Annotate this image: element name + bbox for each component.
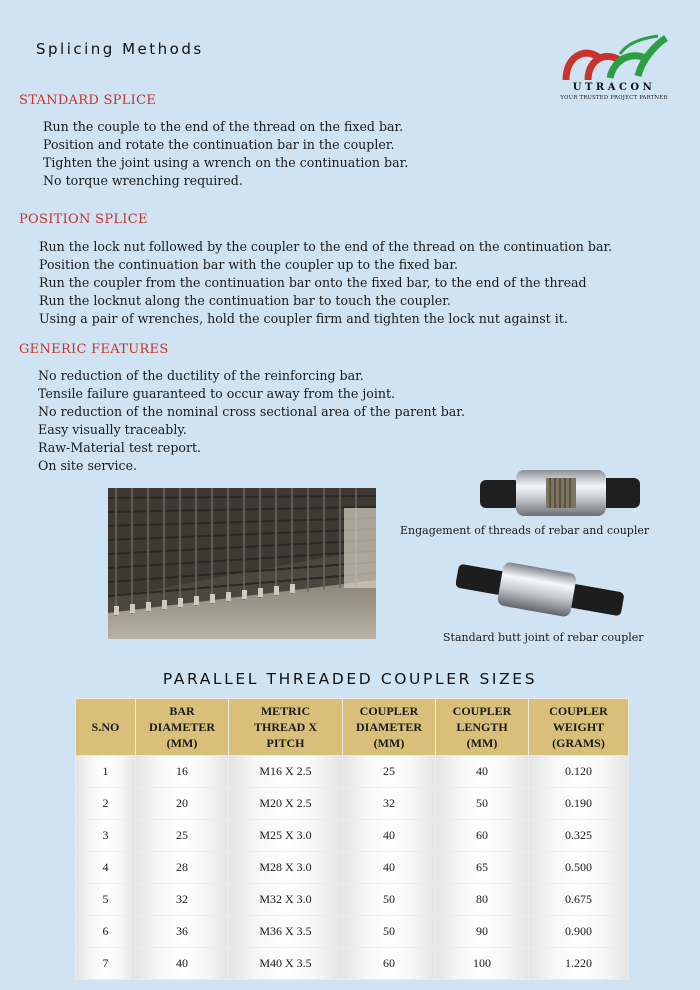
- header-line: COUPLER: [452, 704, 512, 718]
- generic-features-list: [38, 367, 465, 475]
- cell-coupler-length: 90: [436, 916, 529, 948]
- cell-coupler-diameter: 60: [343, 948, 436, 980]
- header-line: (GRAMS): [552, 736, 605, 750]
- position-splice-step: Position the continuation bar with the coupler up to the fixed bar.: [39, 257, 458, 272]
- standard-splice-step: Position and rotate the continuation bar in the coupler.: [43, 137, 395, 152]
- cell-thread-pitch: M32 X 3.0: [229, 884, 343, 916]
- cell-thread-pitch: M28 X 3.0: [229, 852, 343, 884]
- cell-sno: 6: [76, 916, 136, 948]
- cell-coupler-diameter: 40: [343, 852, 436, 884]
- header-coupler-length: [436, 699, 529, 756]
- rebar-site-photo: [108, 488, 376, 639]
- header-line: COUPLER: [549, 704, 608, 718]
- cell-thread-pitch: M36 X 3.5: [229, 916, 343, 948]
- header-line: DIAMETER: [148, 720, 215, 734]
- header-line: BAR: [169, 704, 195, 718]
- position-splice-steps: [39, 238, 612, 328]
- cell-thread-pitch: M40 X 3.5: [229, 948, 343, 980]
- cell-bar-diameter: 36: [136, 916, 229, 948]
- table-row: [76, 788, 629, 820]
- cell-coupler-diameter: 50: [343, 916, 436, 948]
- cell-coupler-weight: 0.900: [529, 916, 629, 948]
- feature-item: Raw-Material test report.: [38, 440, 202, 455]
- standard-splice-step: No torque wrenching required.: [43, 173, 243, 188]
- header-line: (MM): [373, 736, 405, 750]
- coupler-threads-photo: [480, 462, 640, 522]
- utracon-logo: [558, 32, 670, 106]
- table-row: [76, 948, 629, 980]
- standard-splice-step: Tighten the joint using a wrench on the continuation bar.: [43, 155, 409, 170]
- cell-coupler-weight: 0.675: [529, 884, 629, 916]
- feature-item: On site service.: [38, 458, 138, 473]
- cell-bar-diameter: 28: [136, 852, 229, 884]
- header-metric-thread: [229, 699, 343, 756]
- standard-splice-steps: [43, 118, 408, 190]
- header-coupler-weight: [529, 699, 629, 756]
- position-splice-step: Run the coupler from the continuation bar onto the fixed bar, to the end of the thread: [39, 275, 587, 290]
- header-coupler-diameter: [343, 699, 436, 756]
- coupler-sizes-table: [75, 698, 629, 980]
- header-line: COUPLER: [359, 704, 419, 718]
- cell-coupler-length: 80: [436, 884, 529, 916]
- cell-thread-pitch: M25 X 3.0: [229, 820, 343, 852]
- table-row: [76, 820, 629, 852]
- engagement-caption: Engagement of threads of rebar and coupler: [400, 524, 650, 537]
- table-row: [76, 756, 629, 788]
- feature-item: No reduction of the ductility of the reinforcing bar.: [38, 368, 364, 383]
- header-line: (MM): [466, 736, 498, 750]
- cell-coupler-weight: 0.325: [529, 820, 629, 852]
- header-line: WEIGHT: [552, 720, 605, 734]
- butt-joint-caption: Standard butt joint of rebar coupler: [443, 631, 644, 644]
- table-row: [76, 884, 629, 916]
- cell-coupler-length: 100: [436, 948, 529, 980]
- table-header-row: [76, 699, 629, 756]
- header-bar-diameter: [136, 699, 229, 756]
- cell-coupler-diameter: 50: [343, 884, 436, 916]
- header-line: PITCH: [266, 736, 305, 750]
- header-line: (MM): [166, 736, 198, 750]
- position-splice-step: Using a pair of wrenches, hold the coupler firm and tighten the lock nut against it.: [39, 311, 568, 326]
- header-sno: [76, 699, 136, 756]
- cell-bar-diameter: 32: [136, 884, 229, 916]
- header-line: METRIC: [260, 704, 311, 718]
- page-title: Splicing Methods: [36, 40, 204, 58]
- cell-bar-diameter: 20: [136, 788, 229, 820]
- cell-sno: 4: [76, 852, 136, 884]
- feature-item: Tensile failure guaranteed to occur away from the joint.: [38, 386, 396, 401]
- cell-coupler-length: 50: [436, 788, 529, 820]
- logo-tagline: YOUR TRUSTED PROJECT PARTNER: [560, 95, 668, 101]
- cell-sno: 2: [76, 788, 136, 820]
- table-row: [76, 916, 629, 948]
- cell-sno: 5: [76, 884, 136, 916]
- utracon-arcs-icon: [558, 32, 670, 82]
- feature-item: Easy visually traceably.: [38, 422, 187, 437]
- table-title: PARALLEL THREADED COUPLER SIZES: [162, 670, 538, 688]
- position-splice-step: Run the locknut along the continuation bar to touch the coupler.: [39, 293, 451, 308]
- cell-sno: 1: [76, 756, 136, 788]
- generic-features-heading: GENERIC FEATURES: [19, 342, 169, 357]
- cell-coupler-weight: 0.190: [529, 788, 629, 820]
- feature-item: No reduction of the nominal cross sectional area of the parent bar.: [38, 404, 465, 419]
- header-line: DIAMETER: [355, 720, 422, 734]
- cell-coupler-length: 65: [436, 852, 529, 884]
- position-splice-heading: POSITION SPLICE: [19, 212, 148, 227]
- standard-splice-step: Run the couple to the end of the thread on the fixed bar.: [43, 119, 404, 134]
- cell-bar-diameter: 40: [136, 948, 229, 980]
- cell-coupler-weight: 0.500: [529, 852, 629, 884]
- cell-coupler-length: 60: [436, 820, 529, 852]
- cell-coupler-diameter: 40: [343, 820, 436, 852]
- cell-coupler-length: 40: [436, 756, 529, 788]
- cell-coupler-weight: 0.120: [529, 756, 629, 788]
- header-line: S.NO: [91, 720, 120, 734]
- position-splice-step: Run the lock nut followed by the coupler to the end of the thread on the continuation bar.: [39, 239, 613, 254]
- cell-sno: 3: [76, 820, 136, 852]
- cell-coupler-diameter: 25: [343, 756, 436, 788]
- logo-name: UTRACON: [572, 82, 656, 93]
- cell-bar-diameter: 25: [136, 820, 229, 852]
- cell-thread-pitch: M16 X 2.5: [229, 756, 343, 788]
- cell-coupler-weight: 1.220: [529, 948, 629, 980]
- header-line: THREAD X: [253, 720, 317, 734]
- cell-sno: 7: [76, 948, 136, 980]
- cell-thread-pitch: M20 X 2.5: [229, 788, 343, 820]
- cell-bar-diameter: 16: [136, 756, 229, 788]
- standard-splice-heading: STANDARD SPLICE: [19, 93, 157, 108]
- table-row: [76, 852, 629, 884]
- header-line: LENGTH: [456, 720, 508, 734]
- butt-joint-photo: [456, 558, 624, 620]
- cell-coupler-diameter: 32: [343, 788, 436, 820]
